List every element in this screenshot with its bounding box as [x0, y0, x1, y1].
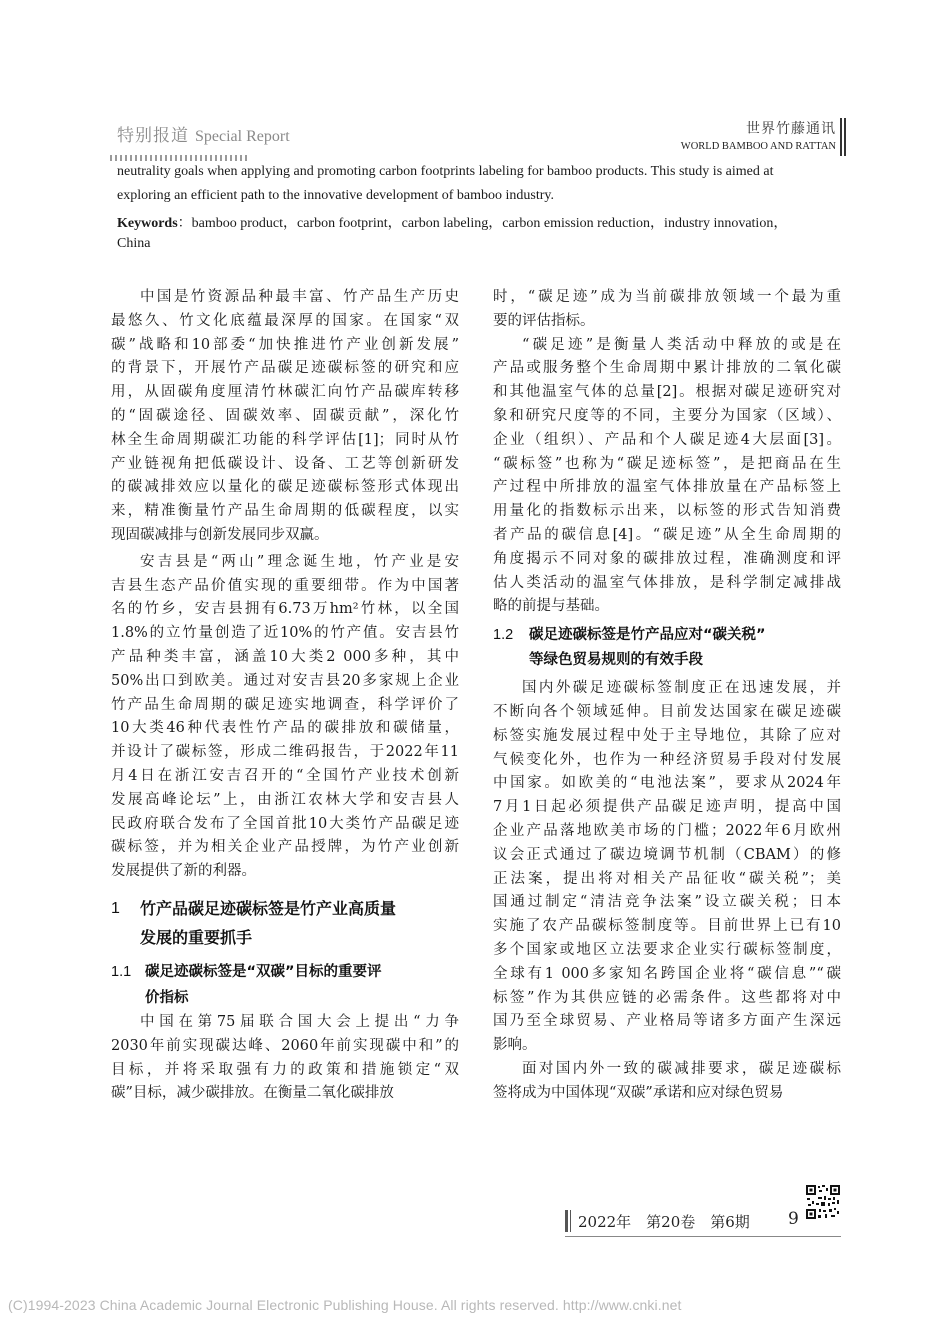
text-line: 发展提供了新的利器。: [111, 863, 256, 880]
text-line: 名的竹乡，安吉县拥有6.73万hm²竹林，以全国: [111, 601, 459, 618]
text-line: 产品种类丰富，涵盖10大类2 000多种，其中: [111, 648, 459, 665]
left-column: [111, 286, 459, 1106]
cnki-watermark: (C)1994-2023 China Academic Journal Electronic Publishing House. All rights reserved. http://www.cnki.net: [8, 1297, 682, 1313]
text-line: 者产品的碳信息[4]。“碳足迹”从全生命周期的: [493, 526, 841, 543]
subsection-heading-1-1: [111, 959, 459, 1011]
text-line: 2030年前实现碳达峰、2060年前实现碳中和”的: [111, 1037, 459, 1054]
text-line: 标签实施发展过程中处于主导地位，其除了应对: [493, 727, 841, 744]
heading-text: 碳足迹碳标签是“双碳”目标的重要评: [145, 963, 382, 980]
keywords-line-2: China: [117, 236, 151, 251]
text-line: 时，“碳足迹”成为当前碳排放领域一个最为重: [493, 289, 841, 305]
text-line: 不断向各个领域延伸。目前发达国家在碳足迹碳: [493, 703, 841, 720]
right-column: [493, 286, 841, 1106]
subsection-heading-1-2: [493, 623, 841, 673]
text-line: 略的前提与基础。: [493, 598, 609, 615]
text-line: 竹产品生命周期的碳足迹实地调查，科学评价了: [111, 696, 459, 713]
issue-info: 2022年 第20卷 第6期: [578, 1213, 750, 1231]
journal-title-en: WORLD BAMBOO AND RATTAN: [680, 141, 836, 152]
footer-underline: [565, 1236, 841, 1237]
text-line: 安吉县是“两山”理念诞生地，竹产业是安: [140, 553, 459, 570]
heading-number: 1: [111, 899, 120, 917]
text-line: 标签”作为其供应链的必需条件。这些都将对中: [493, 989, 841, 1006]
text-line: 象和研究尺度等的不同，主要分为国家（区域）、: [493, 407, 841, 424]
text-line: 角度揭示不同对象的碳排放过程，准确测度和评: [493, 550, 841, 567]
section-title-en: Special Report: [195, 128, 290, 145]
header-vertical-rules: [840, 118, 848, 156]
keywords-line: [117, 212, 787, 232]
text-line: 产过程中所排放的温室气体排放量在产品标签上: [493, 479, 841, 496]
paragraph: [493, 286, 841, 334]
text-line: 中国家。如欧美的“电池法案”，要求从2024年: [493, 775, 841, 792]
text-line: 中国是竹资源品种最丰富、竹产品生产历史: [140, 289, 459, 305]
text-line: 的碳减排效应以量化的碳足迹碳标签形式体现出: [111, 479, 459, 496]
paragraph: [111, 551, 459, 884]
heading-text: 等绿色贸易规则的有效手段: [529, 652, 703, 669]
paragraph: [111, 286, 459, 548]
text-line: 目标，并将采取强有力的政策和措施锁定“双: [111, 1061, 459, 1078]
text-line: 企业（组织）、产品和个人碳足迹4大层面[3]。: [493, 431, 841, 448]
text-line: 用量化的指数标示出来，以标签的形式告知消费: [493, 503, 841, 520]
keywords-label: Keywords: [117, 216, 178, 231]
header-dotted-rule: [110, 146, 250, 152]
heading-number: 1.1: [111, 963, 132, 980]
text-line: 中国在第75届联合国大会上提出“力争: [140, 1013, 459, 1030]
paragraph: [493, 1058, 841, 1106]
text-line: 并设计了碳标签，形成二维码报告，于2022年11: [111, 744, 459, 761]
text-line: 和其他温室气体的总量[2]。根据对碳足迹研究对: [493, 384, 841, 401]
text-line: 用，从固碳角度厘清竹林碳汇向竹产品碳库转移: [111, 384, 459, 401]
text-line: 国通过制定“清洁竞争法案”设立碳关税；日本: [493, 894, 841, 911]
section-title-cn: 特别报道: [117, 126, 189, 146]
text-line: “碳标签”也称为“碳足迹标签”，是把商品在生: [493, 455, 841, 472]
qr-code: [805, 1184, 841, 1220]
text-line: 国乃至全球贸易、产业格局等诸多方面产生深远: [493, 1013, 841, 1030]
heading-number: 1.2: [493, 627, 514, 644]
running-head-section: [117, 121, 290, 146]
text-line: 碳”目标，减少碳排放。在衡量二氧化碳排放: [111, 1085, 394, 1102]
text-line: “碳足迹”是衡量人类活动中释放的或是在: [522, 336, 841, 353]
text-line: 的“固碳途径、固碳效率、固碳贡献”，深化竹: [111, 407, 459, 424]
text-line: 全球有1 000多家知名跨国企业将“碳信息”“碳: [493, 965, 841, 982]
heading-text: 竹产品碳足迹碳标签是竹产业高质量: [140, 898, 397, 918]
text-line: 面对国内外一致的碳减排要求，碳足迹碳标: [522, 1060, 841, 1077]
text-line: 民政府联合发布了全国首批10大类竹产品碳足迹: [111, 815, 459, 832]
paragraph: [493, 677, 841, 1058]
text-line: 产业链视角把低碳设计、设备、工艺等创新研发: [111, 455, 459, 472]
heading-text: 价指标: [145, 989, 189, 1006]
text-line: 产品或服务整个生命周期中累计排放的二氧化碳: [493, 360, 841, 377]
running-head-journal: [681, 118, 836, 152]
text-line: 月4日在浙江安吉召开的“全国竹产业技术创新: [111, 767, 459, 784]
abstract-line: exploring an efficient path to the innovative development of bamboo industry.: [117, 188, 555, 203]
section-heading-1: [111, 894, 459, 952]
text-line: 气候变化外，也作为一种经济贸易手段对付发展: [493, 751, 841, 768]
text-line: 国内外碳足迹碳标签制度正在迅速发展，并: [522, 680, 841, 697]
text-line: 发展高峰论坛”上，由浙江农林大学和安吉县人: [111, 791, 459, 808]
text-line: 吉县生态产品价值实现的重要细带。作为中国著: [111, 577, 459, 594]
text-line: 影响。: [493, 1037, 537, 1054]
text-line: 来，精准衡量竹产品生命周期的低碳程度，以实: [111, 503, 459, 520]
text-line: 多个国家或地区立法要求企业实行碳标签制度，: [493, 941, 841, 958]
text-line: 碳”战略和10部委“加快推进竹产业创新发展”: [111, 336, 459, 353]
text-line: 最悠久、竹文化底蕴最深厚的国家。在国家“双: [111, 312, 459, 329]
journal-title-cn: 世界竹藤通讯: [746, 121, 836, 137]
footer-rule-thin: [570, 1210, 571, 1232]
text-line: 要的评估指标。: [493, 312, 595, 329]
text-line: 正法案，提出将对相关产品征收“碳关税”；美: [493, 870, 841, 887]
text-line: 的背景下，开展竹产品碳足迹碳标签的研究和应: [111, 360, 459, 377]
text-line: 7月1日起必须提供产品碳足迹声明，提高中国: [493, 799, 841, 816]
text-line: 签将成为中国体现“双碳”承诺和应对绿色贸易: [493, 1084, 784, 1101]
paragraph: [111, 1011, 459, 1106]
text-line: 估人类活动的温室气体排放，是科学制定减排战: [493, 574, 841, 591]
heading-text: 碳足迹碳标签是竹产品应对“碳关税”: [529, 627, 766, 644]
heading-text: 发展的重要抓手: [140, 927, 253, 947]
text-line: 碳标签，并为相关企业产品授牌，为竹产业创新: [111, 839, 459, 856]
text-line: 1.8%的立竹量创造了近10%的竹产值。安吉县竹: [111, 625, 459, 642]
footer-rule-thick: [565, 1210, 568, 1232]
text-line: 企业产品落地欧美市场的门槛；2022年6月欧州: [493, 822, 841, 839]
text-line: 实施了农产品碳标签制度等。目前世界上已有10: [493, 918, 841, 935]
text-line: 议会正式通过了碳边境调节机制（CBAM）的修: [493, 846, 841, 863]
text-line: 现固碳减排与创新发展同步双赢。: [111, 526, 329, 543]
abstract-line: neutrality goals when applying and promoting carbon footprints labeling for bamboo products. This study is aimed at: [117, 164, 774, 179]
text-line: 林全生命周期碳汇功能的科学评估[1]；同时从竹: [111, 431, 459, 448]
text-line: 10大类46种代表性竹产品的碳排放和碳储量，: [111, 720, 459, 737]
keywords-text: ：bamboo product，carbon footprint，carbon labeling，carbon emission reduction，industry innovation，: [177, 216, 788, 231]
page-number: 9: [788, 1209, 799, 1229]
paragraph: [493, 334, 841, 620]
text-line: 50%出口到欧美。通过对安吉县20多家规上企业: [111, 672, 459, 689]
